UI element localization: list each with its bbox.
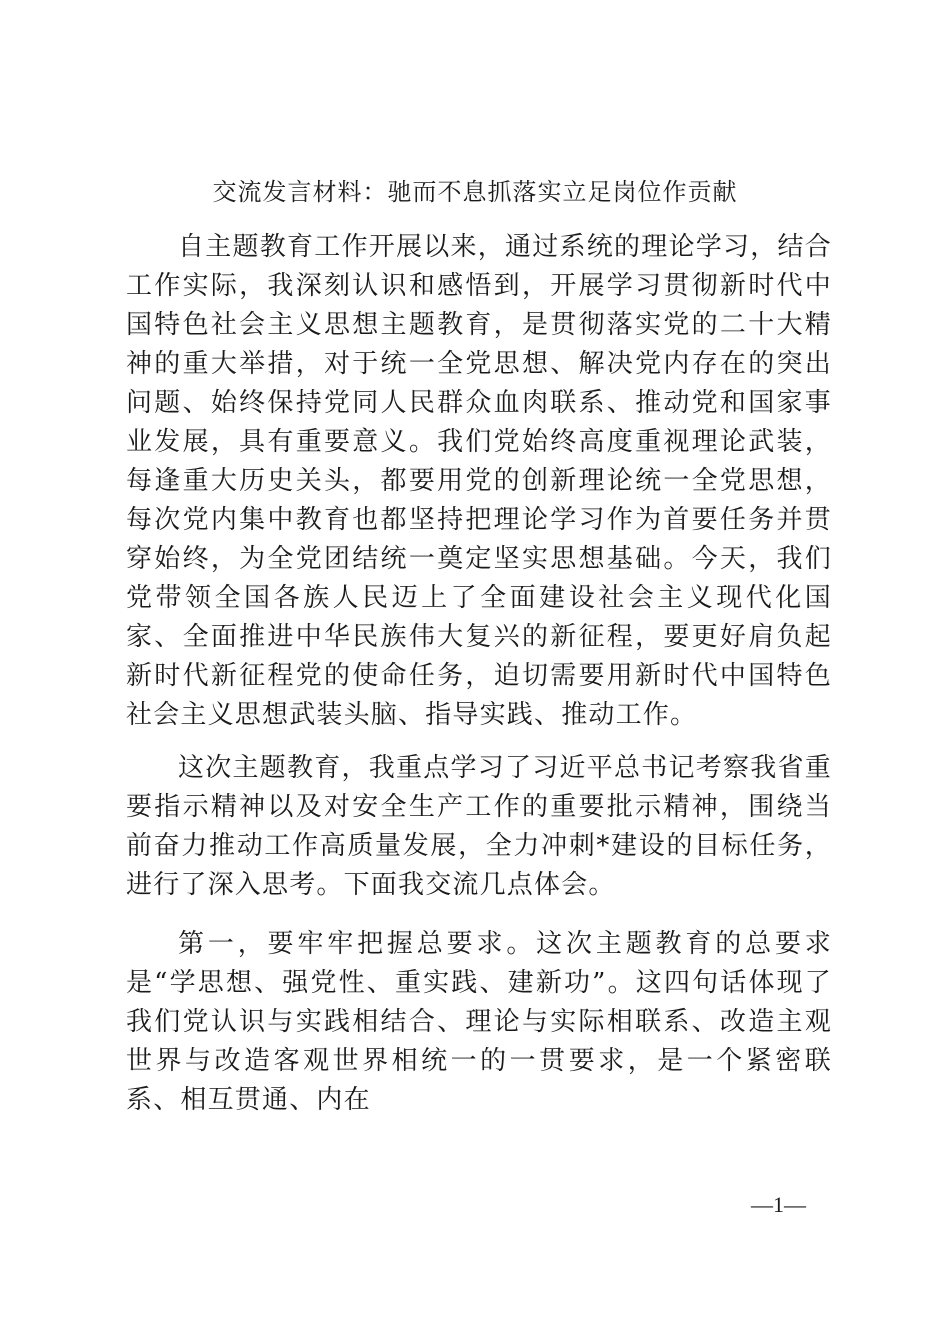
document-body bbox=[126, 228, 832, 1120]
paragraph-intro: 自主题教育工作开展以来，通过系统的理论学习，结合工作实际，我深刻认识和感悟到，开展学习贯彻新时代中国特色社会主义思想主题教育，是贯彻落实党的二十大精神的重大举措，对于统一全党思想、解决党内存在的突出问题、始终保持党同人民群众血肉联系、推动党和国家事业发展，具有重要意义。我们党始终高度重视理论武装，每逢重大历史关头，都要用党的创新理论统一全党思想，每次党内集中教育也都坚持把理论学习作为首要任务并贯穿始终，为全党团结统一奠定坚实思想基础。今天，我们党带领全国各族人民迈上了全面建设社会主义现代化国家、全面推进中华民族伟大复兴的新征程，要更好肩负起新时代新征程党的使命任务，迫切需要用新时代中国特色社会主义思想武装头脑、指导实践、推动工作。 bbox=[126, 232, 832, 730]
document-title: 交流发言材料：驰而不息抓落实立足岗位作贡献 bbox=[212, 178, 738, 206]
paragraph-first-point: 第一，要牢牢把握总要求。这次主题教育的总要求是“学思想、强党性、重实践、建新功”。这四句话体现了我们党认识与实践相结合、理论与实际相联系、改造主观世界与改造客观世界相统一的一贯要求，是一个紧密联系、相互贯通、内在 bbox=[126, 929, 832, 1115]
page-number: —1— bbox=[751, 1192, 806, 1217]
paragraph-study-focus: 这次主题教育，我重点学习了习近平总书记考察我省重要指示精神以及对安全生产工作的重要批示精神，围绕当前奋力推动工作高质量发展，全力冲刺*建设的目标任务，进行了深入思考。下面我交流几点体会。 bbox=[126, 753, 832, 900]
